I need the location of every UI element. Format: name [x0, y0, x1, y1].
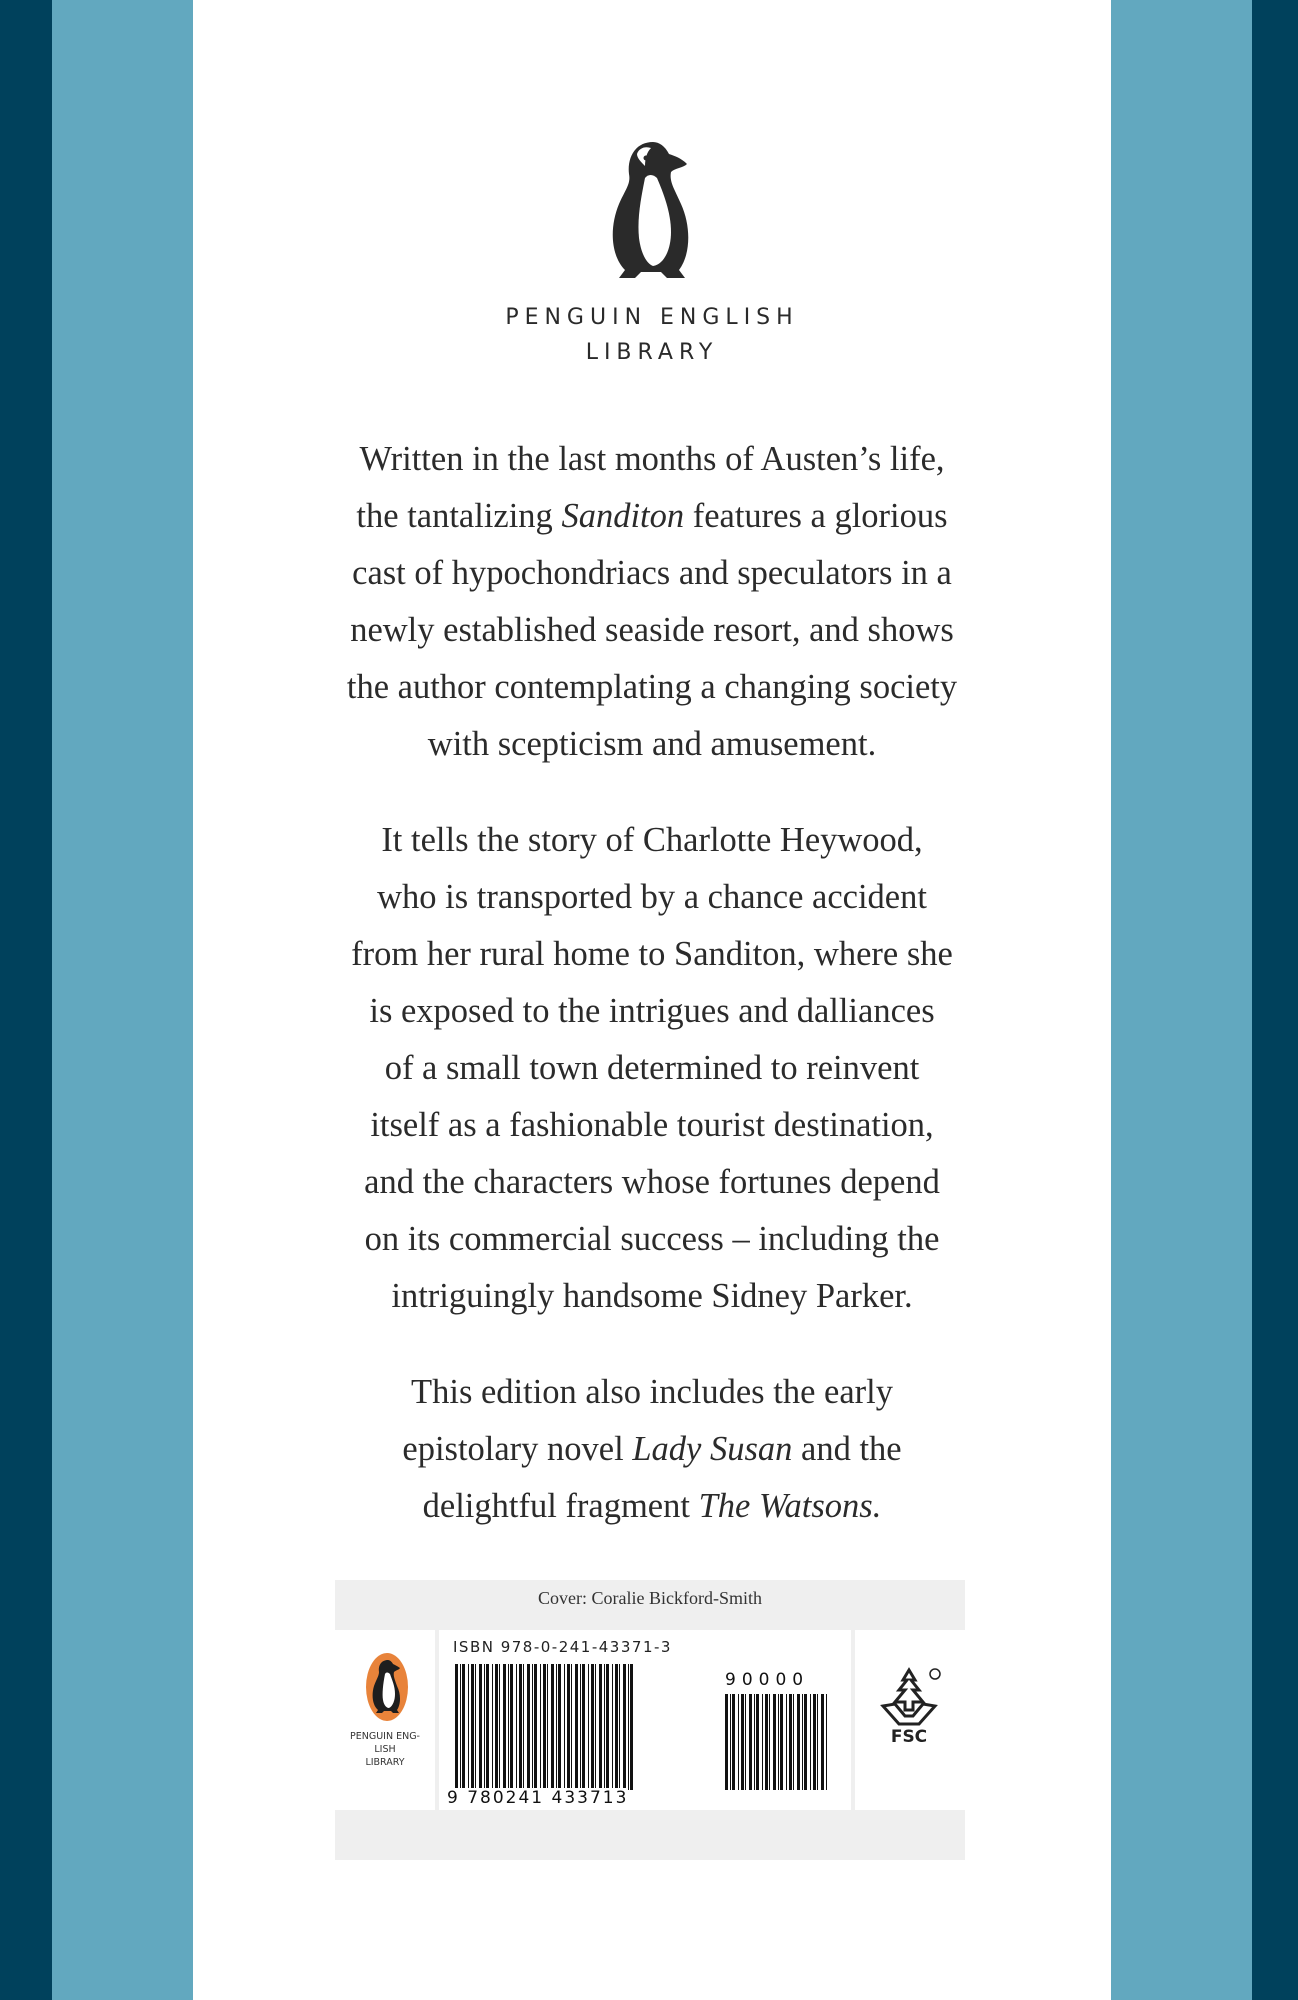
barcode-bar	[615, 1664, 618, 1790]
barcode-bar	[793, 1694, 794, 1790]
barcode-bar	[534, 1664, 537, 1790]
fsc-tree-icon	[875, 1666, 943, 1746]
blurb-line: epistolary novel Lady Susan and the	[402, 1430, 902, 1468]
blurb-line: and the characters whose fortunes depend	[364, 1163, 940, 1201]
barcode-bar	[630, 1664, 633, 1790]
barcode-bar	[479, 1664, 482, 1790]
barcode-bar	[551, 1664, 554, 1790]
barcode-bar	[741, 1694, 744, 1790]
barcode-bar	[582, 1664, 585, 1790]
barcode-bar	[523, 1664, 524, 1790]
barcode-bar	[591, 1664, 594, 1790]
blurb-line: on its commercial success – including the	[364, 1220, 940, 1258]
book-title: Lady Susan	[632, 1430, 793, 1468]
barcode-bar	[532, 1664, 533, 1790]
barcode-bar	[503, 1664, 506, 1790]
barcode-bar	[623, 1664, 626, 1790]
barcode-bar	[486, 1664, 489, 1790]
barcode-area	[335, 1580, 965, 1860]
barcode-bar	[810, 1694, 811, 1790]
barcode-bar	[612, 1664, 613, 1790]
isbn-text: ISBN 978-0-241-43371-3	[453, 1638, 672, 1656]
barcode-bar	[516, 1664, 517, 1790]
series-line-1: PENGUIN ENGLISH	[505, 305, 799, 330]
blurb-line: This edition also includes the early	[411, 1373, 893, 1411]
barcode-bar	[455, 1664, 458, 1790]
barcode-bar	[725, 1694, 728, 1790]
barcode-bar	[556, 1664, 557, 1790]
barcode-bar	[527, 1664, 530, 1790]
barcode-bar	[462, 1664, 465, 1790]
barcode-bar	[786, 1694, 787, 1790]
barcode-bar	[773, 1694, 776, 1790]
right-blue-band	[1111, 0, 1252, 2000]
barcode-bar	[558, 1664, 561, 1790]
blurb-line: who is transported by a chance accident	[377, 878, 927, 916]
barcode-bar	[580, 1664, 581, 1790]
barcode-bar	[789, 1694, 792, 1790]
barcode-box	[439, 1630, 851, 1810]
book-title: The Watsons.	[698, 1487, 882, 1525]
barcode-bar	[508, 1664, 509, 1790]
barcode-bar	[762, 1694, 763, 1790]
series-line-2: LIBRARY	[585, 340, 719, 365]
barcode-bar	[826, 1694, 827, 1790]
barcode-bars	[455, 1664, 635, 1790]
barcode-bar	[754, 1694, 755, 1790]
price-addon-digits: 90000	[725, 1670, 810, 1690]
barcode-bar	[468, 1664, 469, 1790]
blurb-line: delightful fragment The Watsons.	[422, 1487, 882, 1525]
barcode-bar	[499, 1664, 500, 1790]
barcode-bar	[471, 1664, 474, 1790]
barcode-bar	[588, 1664, 589, 1790]
blurb-line: the author contemplating a changing society	[346, 668, 958, 706]
blurb-line: newly established seaside resort, and shows	[350, 611, 954, 649]
barcode-bar	[492, 1664, 493, 1790]
barcode-bar	[780, 1694, 783, 1790]
blurb-paragraph-2	[193, 812, 1111, 1325]
blurb-line: cast of hypochondriacs and speculators in a	[352, 554, 952, 592]
series-name	[193, 300, 1111, 370]
barcode-bar	[756, 1694, 759, 1790]
barcode-bar	[732, 1694, 735, 1790]
barcode-bar	[821, 1694, 824, 1790]
back-cover-panel	[193, 0, 1111, 2000]
barcode-bar	[778, 1694, 779, 1790]
barcode-bar	[475, 1664, 476, 1790]
barcode-bar	[519, 1664, 522, 1790]
barcode-bar	[765, 1694, 768, 1790]
barcode-bar	[540, 1664, 541, 1790]
publisher-logo-box	[335, 1630, 435, 1810]
blurb-line: is exposed to the intrigues and dalliances	[369, 992, 935, 1030]
book-title: Sanditon	[561, 497, 685, 535]
barcode-bar	[730, 1694, 731, 1790]
addon-barcode-bars	[725, 1694, 829, 1790]
blurb-line: Written in the last months of Austen’s life,	[359, 440, 945, 478]
barcode-bar	[628, 1664, 629, 1790]
blurb-line: from her rural home to Sanditon, where she	[351, 935, 953, 973]
barcode-bar	[769, 1694, 770, 1790]
blurb-line: It tells the story of Charlotte Heywood,	[381, 821, 923, 859]
penguin-icon	[365, 1652, 409, 1722]
barcode-digits: 9 780241 433713	[447, 1788, 629, 1808]
barcode-bar	[738, 1694, 739, 1790]
penguin-icon	[601, 138, 701, 284]
barcode-bar	[804, 1694, 807, 1790]
barcode-bar	[797, 1694, 800, 1790]
blurb-line: the tantalizing Sanditon features a glorious	[356, 497, 948, 535]
blurb-line: itself as a fashionable tourist destination,	[370, 1106, 934, 1144]
barcode-bar	[571, 1664, 572, 1790]
barcode-bar	[495, 1664, 498, 1790]
left-blue-band	[52, 0, 193, 2000]
barcode-bar	[575, 1664, 578, 1790]
blurb-paragraph-3	[193, 1364, 1111, 1535]
cover-credit: Cover: Coralie Bickford-Smith	[538, 1588, 762, 1608]
barcode-bar	[460, 1664, 461, 1790]
mini-logo-text: PENGUIN ENG- LISH LIBRARY	[350, 1731, 420, 1768]
barcode-bar	[599, 1664, 602, 1790]
barcode-bar	[564, 1664, 565, 1790]
barcode-bar	[813, 1694, 816, 1790]
blurb-paragraph-1	[193, 431, 1111, 773]
barcode-bar	[817, 1694, 818, 1790]
barcode-bar	[547, 1664, 548, 1790]
barcode-bar	[619, 1664, 620, 1790]
barcode-bar	[749, 1694, 752, 1790]
svg-text:FSC: FSC	[890, 1727, 928, 1746]
barcode-bar	[567, 1664, 570, 1790]
barcode-bar	[606, 1664, 609, 1790]
barcode-bar	[510, 1664, 513, 1790]
blurb-line: with scepticism and amusement.	[427, 725, 877, 763]
barcode-bar	[484, 1664, 485, 1790]
blurb-line: intriguingly handsome Sidney Parker.	[391, 1277, 913, 1315]
blurb-line: of a small town determined to reinvent	[384, 1049, 920, 1087]
barcode-bar	[543, 1664, 546, 1790]
barcode-bar	[604, 1664, 605, 1790]
barcode-bar	[745, 1694, 746, 1790]
barcode-bar	[802, 1694, 803, 1790]
barcode-bar	[595, 1664, 596, 1790]
fsc-box	[855, 1630, 965, 1810]
